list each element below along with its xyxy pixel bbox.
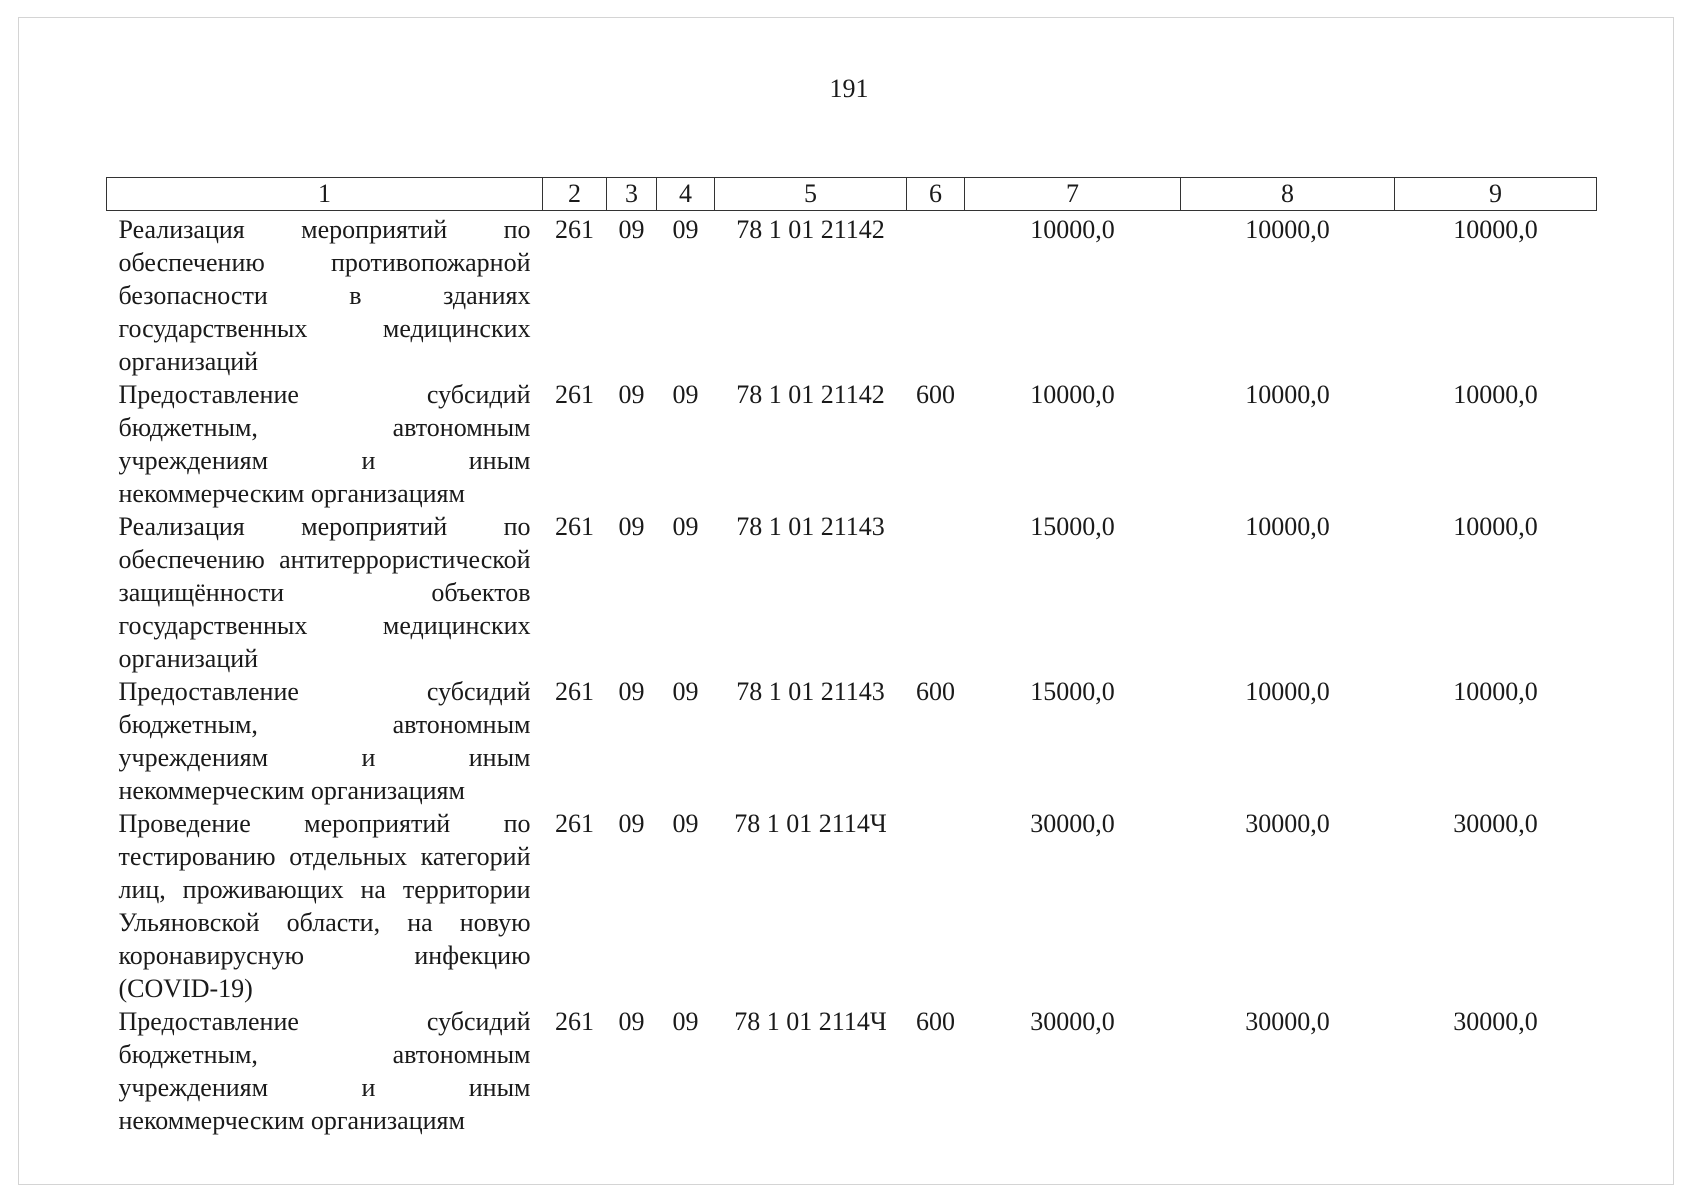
cell-col-5: 78 1 01 21142 xyxy=(736,380,885,409)
cell-col-5: 78 1 01 2114Ч xyxy=(734,1007,887,1036)
table-row xyxy=(107,1005,1597,1137)
cell-col-4: 09 xyxy=(672,809,699,838)
cell-col-4: 09 xyxy=(672,677,699,706)
header-col-3: 3 xyxy=(607,178,657,211)
cell-col-3: 09 xyxy=(618,677,645,706)
row-name: Реализация мероприятий по обеспечению противопожарной безопасности в зданиях государственных медицинских организаций xyxy=(118,215,531,376)
cell-col-7: 15000,0 xyxy=(1030,512,1115,541)
cell-col-6 xyxy=(907,807,965,1005)
cell-col-5: 78 1 01 21142 xyxy=(736,215,885,244)
cell-col-9: 30000,0 xyxy=(1453,809,1538,838)
table-row xyxy=(107,510,1597,675)
cell-col-8: 10000,0 xyxy=(1245,215,1330,244)
header-col-1: 1 xyxy=(107,178,543,211)
cell-col-4: 09 xyxy=(672,1007,699,1036)
cell-col-8: 10000,0 xyxy=(1245,512,1330,541)
header-col-6: 6 xyxy=(907,178,965,211)
header-col-8: 8 xyxy=(1181,178,1395,211)
cell-col-7: 15000,0 xyxy=(1030,677,1115,706)
row-name: Предоставление субсидий бюджетным, автономным учреждениям и иным некоммерческим организациям xyxy=(118,677,531,805)
cell-col-4: 09 xyxy=(672,215,699,244)
cell-col-4: 09 xyxy=(672,380,699,409)
header-col-2: 2 xyxy=(543,178,607,211)
cell-col-3: 09 xyxy=(618,215,645,244)
cell-col-2: 261 xyxy=(555,1007,594,1036)
table-row xyxy=(107,675,1597,807)
cell-col-6: 600 xyxy=(916,1007,955,1036)
cell-col-8: 30000,0 xyxy=(1245,809,1330,838)
header-col-4: 4 xyxy=(657,178,715,211)
cell-col-7: 30000,0 xyxy=(1030,1007,1115,1036)
cell-col-9: 10000,0 xyxy=(1453,512,1538,541)
budget-table xyxy=(106,177,1597,1137)
cell-col-7: 30000,0 xyxy=(1030,809,1115,838)
table-row xyxy=(107,211,1597,379)
cell-col-2: 261 xyxy=(555,677,594,706)
header-col-5: 5 xyxy=(715,178,907,211)
cell-col-5: 78 1 01 21143 xyxy=(736,677,885,706)
cell-col-3: 09 xyxy=(618,512,645,541)
cell-col-6 xyxy=(907,510,965,675)
cell-col-9: 30000,0 xyxy=(1453,1007,1538,1036)
cell-col-8: 30000,0 xyxy=(1245,1007,1330,1036)
row-name: Проведение мероприятий по тестированию отдельных категорий лиц, проживающих на территории Ульяновской области, на новую коронавирусную инфекцию (COVID-19) xyxy=(118,809,531,1003)
cell-col-2: 261 xyxy=(555,809,594,838)
cell-col-3: 09 xyxy=(618,380,645,409)
header-row xyxy=(107,178,1597,211)
cell-col-7: 10000,0 xyxy=(1030,380,1115,409)
cell-col-7: 10000,0 xyxy=(1030,215,1115,244)
table-row xyxy=(107,378,1597,510)
cell-col-2: 261 xyxy=(555,512,594,541)
page-number: 191 xyxy=(829,74,869,103)
cell-col-6: 600 xyxy=(916,380,955,409)
row-name: Предоставление субсидий бюджетным, автономным учреждениям и иным некоммерческим организациям xyxy=(118,380,531,508)
cell-col-4: 09 xyxy=(672,512,699,541)
cell-col-2: 261 xyxy=(555,380,594,409)
cell-col-2: 261 xyxy=(555,215,594,244)
cell-col-3: 09 xyxy=(618,809,645,838)
cell-col-9: 10000,0 xyxy=(1453,677,1538,706)
row-name: Предоставление субсидий бюджетным, автономным учреждениям и иным некоммерческим организациям xyxy=(118,1007,531,1135)
cell-col-6: 600 xyxy=(916,677,955,706)
cell-col-3: 09 xyxy=(618,1007,645,1036)
cell-col-8: 10000,0 xyxy=(1245,677,1330,706)
cell-col-8: 10000,0 xyxy=(1245,380,1330,409)
table-row xyxy=(107,807,1597,1005)
row-name: Реализация мероприятий по обеспечению антитеррористической защищённости объектов государственных медицинских организаций xyxy=(118,512,531,673)
cell-col-6 xyxy=(907,211,965,379)
cell-col-9: 10000,0 xyxy=(1453,380,1538,409)
header-col-9: 9 xyxy=(1395,178,1597,211)
header-col-7: 7 xyxy=(965,178,1181,211)
cell-col-9: 10000,0 xyxy=(1453,215,1538,244)
cell-col-5: 78 1 01 2114Ч xyxy=(734,809,887,838)
cell-col-5: 78 1 01 21143 xyxy=(736,512,885,541)
